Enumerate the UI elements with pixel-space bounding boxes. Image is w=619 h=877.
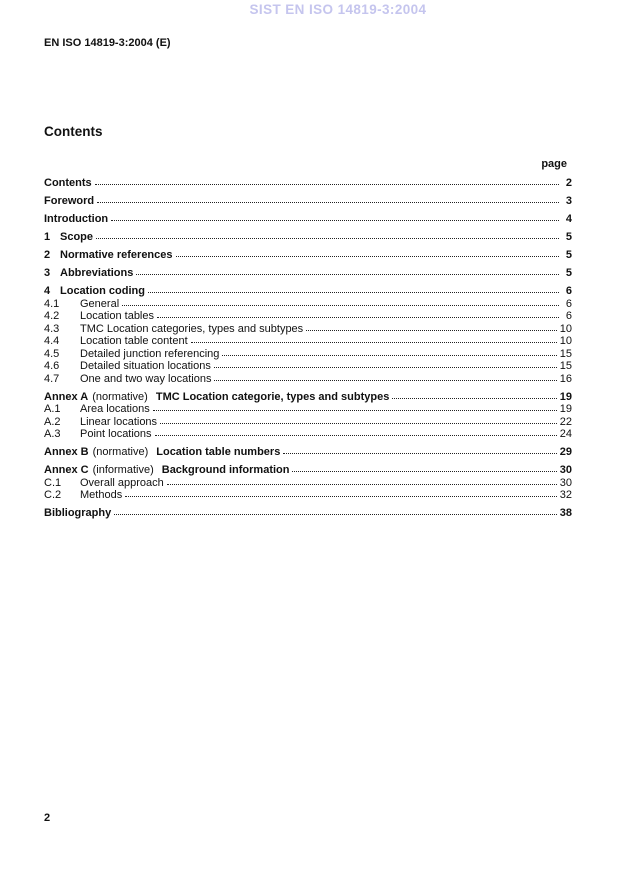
toc-entry-number: 4.7 <box>44 372 60 385</box>
toc-leader-dots <box>157 317 559 318</box>
toc-leader-dots <box>136 274 559 275</box>
toc-entry-label: Location table numbers <box>156 446 281 458</box>
toc-entry-page: 24 <box>559 428 572 440</box>
toc-entry-page: 5 <box>565 249 572 261</box>
toc-entry <box>44 489 572 502</box>
toc-leader-dots <box>392 398 556 399</box>
toc-entry-label: Abbreviations <box>60 267 134 279</box>
toc-entry <box>44 403 572 416</box>
toc-entry-page: 15 <box>559 360 572 372</box>
toc-entry-page: 15 <box>559 347 572 360</box>
toc-leader-dots <box>167 484 557 485</box>
toc-entry-page: 19 <box>559 390 572 403</box>
toc-entry <box>44 373 572 386</box>
toc-entry-number: 4 <box>44 285 51 297</box>
toc-entry-number: 4.3 <box>44 322 60 335</box>
toc-entry-number: 3 <box>44 267 51 279</box>
toc-entry-label: Introduction <box>44 213 109 225</box>
toc-leader-dots <box>153 410 557 411</box>
toc-entry-page: 32 <box>559 489 572 501</box>
toc-entry-page: 5 <box>565 231 572 243</box>
toc-entry-label: Scope <box>60 231 94 243</box>
toc-entry-page: 5 <box>565 267 572 279</box>
toc-leader-dots <box>155 435 557 436</box>
toc-entry <box>44 360 572 373</box>
toc-leader-dots <box>95 184 559 185</box>
toc-entry-qualifier: (normative) <box>92 390 148 403</box>
toc-leader-dots <box>222 355 556 356</box>
toc-leader-dots <box>122 305 559 306</box>
toc-leader-dots <box>191 342 557 343</box>
toc-entry-page: 4 <box>565 213 572 225</box>
page-column-label: page <box>541 158 567 170</box>
toc-entry-page: 2 <box>565 177 572 189</box>
toc-entry <box>44 213 572 226</box>
toc-entry-label: Bibliography <box>44 507 112 519</box>
toc-entry-label: Location tables <box>80 310 154 322</box>
toc-entry <box>44 249 572 262</box>
toc-entry <box>44 323 572 336</box>
toc-entry-number: Annex B <box>44 446 89 458</box>
toc-entry-page: 30 <box>559 464 572 476</box>
toc-entry-number: Annex C <box>44 464 89 476</box>
toc-entry-number: Annex A <box>44 390 89 403</box>
toc-entry <box>44 348 572 361</box>
toc-entry <box>44 428 572 441</box>
toc-leader-dots <box>125 496 557 497</box>
toc-entry-label: Overall approach <box>80 476 164 489</box>
toc-entry-number: 4.2 <box>44 310 60 322</box>
toc-entry-label: Background information <box>161 464 290 476</box>
toc-leader-dots <box>214 367 557 368</box>
toc-leader-dots <box>114 514 557 515</box>
toc-leader-dots <box>97 202 559 203</box>
toc-entry-number: A.3 <box>44 428 61 440</box>
toc-entry <box>44 298 572 311</box>
toc-entry-label: Linear locations <box>80 415 158 428</box>
toc-entry-label: Area locations <box>80 403 150 415</box>
toc-entry-number: 2 <box>44 249 51 261</box>
toc-entry-page: 10 <box>559 322 572 335</box>
toc-entry <box>44 310 572 323</box>
toc-entry-page: 6 <box>565 310 572 322</box>
toc-entry <box>44 335 572 348</box>
toc-entry-label: One and two way locations <box>80 372 212 385</box>
toc-entry-page: 6 <box>565 285 572 297</box>
toc-entry-qualifier: (normative) <box>92 446 149 458</box>
document-reference: EN ISO 14819-3:2004 (E) <box>44 37 171 49</box>
toc-entry <box>44 416 572 429</box>
table-of-contents <box>44 177 572 520</box>
toc-entry-page: 16 <box>559 372 572 385</box>
toc-entry <box>44 464 572 477</box>
toc-entry-number: C.2 <box>44 489 62 501</box>
document-watermark: SIST EN ISO 14819-3:2004 <box>249 2 427 17</box>
contents-heading: Contents <box>44 124 103 139</box>
toc-entry-label: Detailed junction referencing <box>80 347 220 360</box>
toc-leader-dots <box>160 423 557 424</box>
toc-entry-label: General <box>80 297 120 310</box>
toc-entry-label: Contents <box>44 177 92 189</box>
toc-leader-dots <box>283 453 556 454</box>
toc-entry-label: Location coding <box>60 285 145 297</box>
toc-entry-page: 6 <box>565 297 572 310</box>
toc-entry-label: Location table content <box>80 335 188 347</box>
toc-entry-page: 3 <box>565 195 572 207</box>
toc-entry-page: 29 <box>559 446 572 458</box>
toc-entry-number: C.1 <box>44 476 62 489</box>
toc-entry-label: TMC Location categorie, types and subtypes <box>155 390 390 403</box>
toc-entry <box>44 177 572 190</box>
toc-leader-dots <box>306 330 557 331</box>
toc-entry-number: A.1 <box>44 403 61 415</box>
toc-entry <box>44 285 572 298</box>
toc-entry <box>44 195 572 208</box>
toc-entry-page: 30 <box>559 476 572 489</box>
toc-leader-dots <box>214 380 556 381</box>
toc-entry <box>44 477 572 490</box>
toc-entry-number: 4.1 <box>44 297 60 310</box>
toc-entry <box>44 391 572 404</box>
toc-entry-label: TMC Location categories, types and subtypes <box>80 322 304 335</box>
toc-entry <box>44 446 572 459</box>
toc-leader-dots <box>148 292 559 293</box>
toc-entry-label: Detailed situation locations <box>80 360 211 372</box>
toc-entry-number: 1 <box>44 231 51 243</box>
toc-entry-page: 10 <box>559 335 572 347</box>
toc-leader-dots <box>111 220 559 221</box>
toc-leader-dots <box>292 471 556 472</box>
toc-entry-label: Point locations <box>80 428 152 440</box>
toc-entry <box>44 267 572 280</box>
toc-entry-page: 22 <box>559 415 572 428</box>
page-number: 2 <box>44 812 51 824</box>
toc-leader-dots <box>176 256 559 257</box>
toc-entry <box>44 507 572 520</box>
toc-entry-number: 4.5 <box>44 347 60 360</box>
toc-entry-number: 4.6 <box>44 360 60 372</box>
toc-entry-qualifier: (informative) <box>92 464 154 476</box>
toc-entry-number: 4.4 <box>44 335 60 347</box>
toc-entry-number: A.2 <box>44 415 61 428</box>
toc-entry-page: 19 <box>559 403 572 415</box>
toc-entry-label: Foreword <box>44 195 95 207</box>
toc-entry-label: Normative references <box>60 249 173 261</box>
toc-entry <box>44 231 572 244</box>
toc-leader-dots <box>96 238 559 239</box>
toc-entry-label: Methods <box>80 489 123 501</box>
toc-entry-page: 38 <box>559 507 572 519</box>
